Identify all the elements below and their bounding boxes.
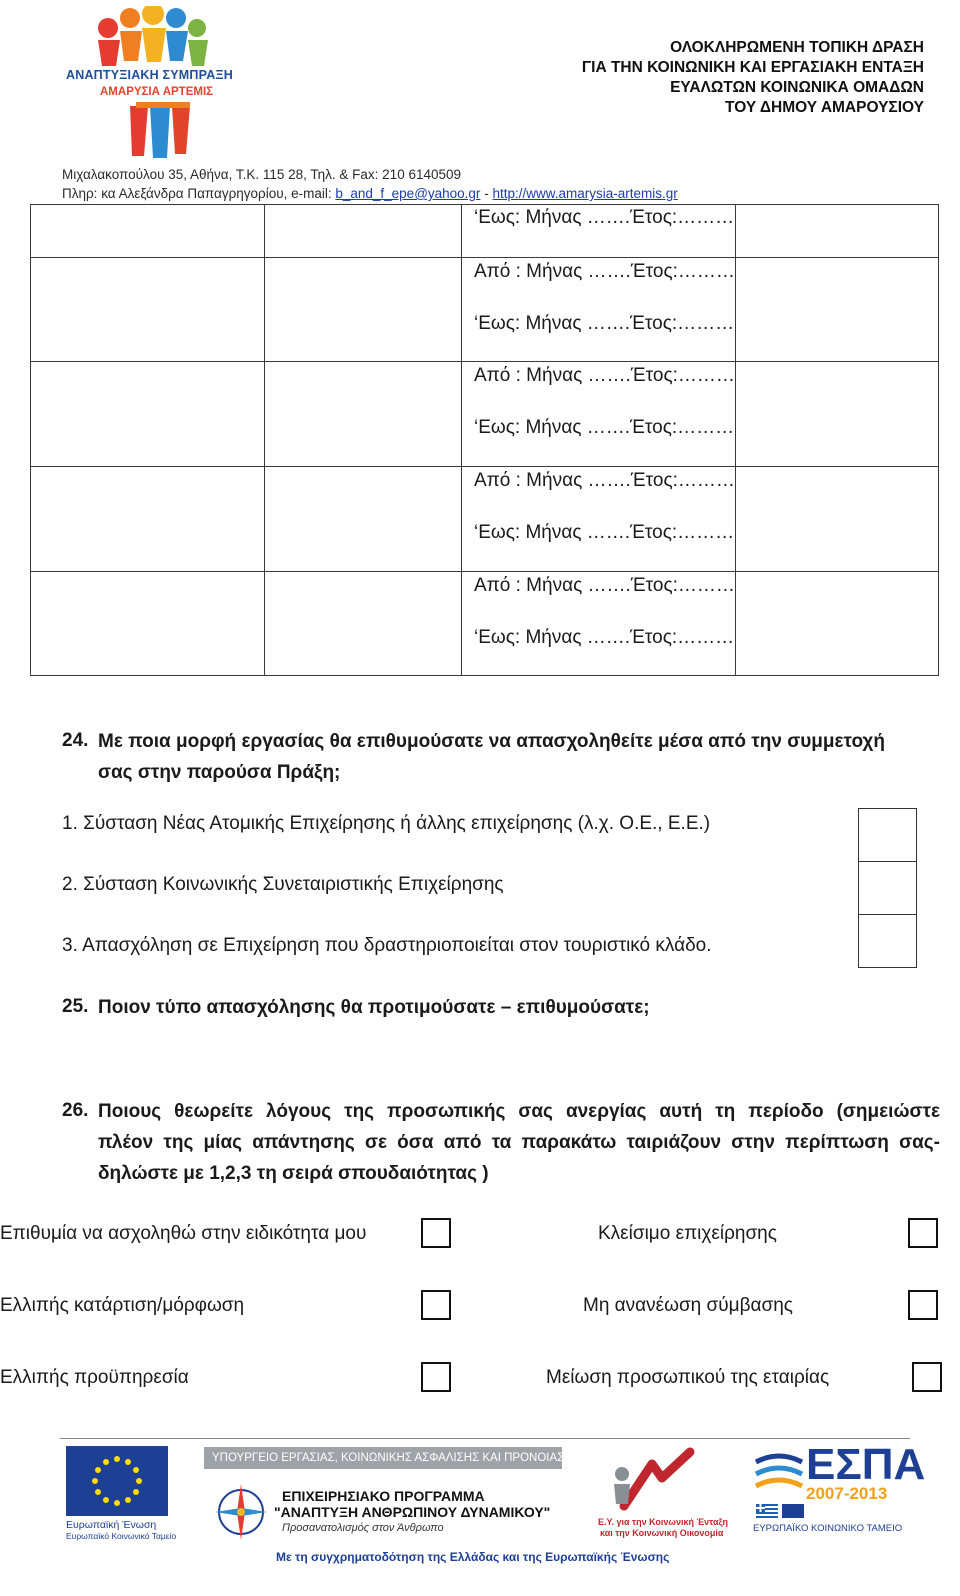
table-cell[interactable]	[736, 572, 939, 676]
table-cell[interactable]	[31, 362, 265, 467]
question-24-number: 24.	[62, 730, 89, 751]
espa-waves-icon	[752, 1448, 806, 1505]
table-cell[interactable]	[736, 205, 939, 258]
date-cell[interactable]	[462, 258, 736, 362]
reason-label: Επιθυμία να ασχοληθώ στην ειδικότητα μου	[0, 1223, 367, 1244]
question-24-line: Με ποια μορφή εργασίας θα επιθυμούσατε να απασχοληθείτε μέσα από την συμμετοχή	[98, 731, 885, 752]
reason-checkbox[interactable]	[908, 1290, 938, 1320]
reason-label: Μη ανανέωση σύμβασης	[583, 1295, 793, 1316]
question-26-text	[98, 1096, 940, 1189]
table-cell[interactable]	[31, 572, 265, 676]
date-cell[interactable]	[462, 362, 736, 467]
table-cell[interactable]	[31, 467, 265, 572]
date-to-line: ‘Εως: Μήνας …….Έτος:………	[474, 207, 735, 228]
org-title-line: ΓΙΑ ΤΗΝ ΚΟΙΝΩΝΙΚΗ ΚΑΙ ΕΡΓΑΣΙΑΚΗ ΕΝΤΑΞΗ	[581, 59, 924, 76]
ey-caption: Ε.Υ. για την Κοινωνική Ένταξη	[598, 1517, 728, 1527]
table-cell[interactable]	[736, 467, 939, 572]
date-to-line: ‘Εως: Μήνας …….Έτος:………	[474, 522, 735, 543]
table-row	[31, 572, 939, 676]
option-label: 1. Σύσταση Νέας Ατομικής Επιχείρησης ή άλλης επιχείρησης (λ.χ. Ο.Ε., Ε.Ε.)	[62, 813, 711, 834]
footer-divider	[60, 1438, 910, 1439]
table-cell[interactable]	[31, 205, 265, 258]
table-cell[interactable]	[31, 258, 265, 362]
table-cell[interactable]	[265, 205, 462, 258]
cofunding-statement: Με τη συγχρηματοδότηση της Ελλάδας και της Ευρωπαϊκής Ένωσης	[276, 1550, 670, 1564]
question-25-number: 25.	[62, 996, 89, 1017]
date-cell[interactable]	[462, 205, 736, 258]
table-row	[31, 467, 939, 572]
date-from-line: Από : Μήνας …….Έτος:………	[474, 261, 735, 282]
date-from-line: Από : Μήνας …….Έτος:………	[474, 470, 735, 491]
question-26-number: 26.	[62, 1100, 89, 1121]
logo-name-line2: ΑΜΑΡΥΣΙΑ ΑΡΤΕΜΙΣ	[100, 86, 214, 98]
eu-caption: Ευρωπαϊκή Ένωση	[66, 1519, 157, 1531]
reason-label: Μείωση προσωπικού της εταιρίας	[546, 1367, 830, 1388]
reason-checkbox[interactable]	[421, 1362, 451, 1392]
question-26-line: Ποιους θεωρείτε λόγους της προσωπικής σας ανεργίας αυτή τη περίοδο (σημειώστε	[98, 1101, 940, 1122]
org-title	[582, 38, 924, 118]
website-link[interactable]: http://www.amarysia-artemis.gr	[492, 186, 678, 201]
people-figures-icon	[60, 6, 260, 161]
program-title-line2: "ΑΝΑΠΤΥΞΗ ΑΝΘΡΩΠΙΝΟΥ ΔΥΝΑΜΙΚΟΥ"	[274, 1504, 551, 1520]
question-26-line: δηλώστε με 1,2,3 τη σειρά σπουδαιότητας )	[98, 1163, 489, 1184]
organization-logo	[60, 6, 260, 161]
ey-caption-sub: και την Κοινωνική Οικονομία	[600, 1528, 724, 1538]
greek-flag-icon	[756, 1504, 778, 1518]
table-row	[31, 258, 939, 362]
date-cell[interactable]	[462, 572, 736, 676]
table-cell[interactable]	[736, 258, 939, 362]
social-inclusion-logo-icon	[604, 1444, 714, 1521]
reason-label: Ελλιπής κατάρτιση/μόρφωση	[0, 1295, 245, 1316]
date-from-line: Από : Μήνας …….Έτος:………	[474, 365, 735, 386]
table-cell[interactable]	[265, 362, 462, 467]
option-1-checkbox[interactable]	[858, 808, 917, 862]
question-24-text	[98, 726, 938, 788]
org-title-line: ΤΟΥ ΔΗΜΟΥ ΑΜΑΡΟΥΣΙΟΥ	[725, 99, 924, 116]
contact-separator: -	[480, 186, 493, 201]
reason-label: Ελλιπής προϋπηρεσία	[0, 1367, 189, 1388]
table-cell[interactable]	[265, 467, 462, 572]
date-from-line: Από : Μήνας …….Έτος:………	[474, 575, 735, 596]
address-line: Μιχαλακοπούλου 35, Αθήνα, Τ.Κ. 115 28, Τηλ. & Fax: 210 6140509	[62, 167, 462, 182]
date-to-line: ‘Εως: Μήνας …….Έτος:………	[474, 627, 735, 648]
question-26-line: πλέον της μίας απάντησης σε όσα από τα παρακάτω ταιριάζουν στην περίπτωση σας-	[98, 1132, 940, 1153]
reason-label: Κλείσιμο επιχείρησης	[598, 1223, 777, 1244]
org-title-line: ΟΛΟΚΛΗΡΩΜΕΝΗ ΤΟΠΙΚΗ ΔΡΑΣΗ	[670, 39, 924, 56]
contact-line	[62, 186, 678, 201]
table-cell[interactable]	[736, 362, 939, 467]
ministry-banner: ΥΠΟΥΡΓΕΙΟ ΕΡΓΑΣΙΑΣ, ΚΟΙΝΩΝΙΚΗΣ ΑΣΦΑΛΙΣΗΣ ΚΑΙ ΠΡΟΝΟΙΑΣ	[204, 1447, 562, 1469]
reason-checkbox[interactable]	[908, 1218, 938, 1248]
reason-checkbox[interactable]	[912, 1362, 942, 1392]
question-25-text: Ποιον τύπο απασχόλησης θα προτιμούσατε – επιθυμούσατε;	[98, 997, 650, 1018]
option-label: 2. Σύσταση Κοινωνικής Συνεταιριστικής Επιχείρησης	[62, 874, 504, 895]
date-to-line: ‘Εως: Μήνας …….Έτος:………	[474, 417, 735, 438]
question-24-line: σας στην παρούσα Πράξη;	[98, 762, 341, 783]
option-label: 3. Απασχόληση σε Επιχείρηση που δραστηριοποιείται στον τουριστικό κλάδο.	[62, 935, 712, 956]
employment-dates-table	[30, 204, 939, 676]
eu-mini-flag-icon	[782, 1504, 804, 1518]
reason-checkbox[interactable]	[421, 1290, 451, 1320]
table-cell[interactable]	[265, 258, 462, 362]
espa-years: 2007-2013	[806, 1484, 888, 1503]
date-cell[interactable]	[462, 467, 736, 572]
program-subtitle: Προσανατολισμός στον Άνθρωπο	[282, 1522, 444, 1534]
org-title-line: ΕΥΑΛΩΤΩΝ ΚΟΙΝΩΝΙΚΑ ΟΜΑΔΩΝ	[670, 79, 924, 96]
reason-checkbox[interactable]	[421, 1218, 451, 1248]
espa-title: ΕΣΠΑ	[806, 1440, 926, 1489]
table-row	[31, 362, 939, 467]
date-to-line: ‘Εως: Μήνας …….Έτος:………	[474, 313, 735, 334]
compass-icon	[210, 1474, 272, 1549]
program-title-line1: ΕΠΙΧΕΙΡΗΣΙΑΚΟ ΠΡΟΓΡΑΜΜΑ	[282, 1488, 485, 1504]
eu-flag-icon	[66, 1446, 168, 1516]
logo-name-line1: ΑΝΑΠΤΥΞΙΑΚΗ ΣΥΜΠΡΑΞΗ	[66, 68, 233, 82]
espa-caption: ΕΥΡΩΠΑΪΚΟ ΚΟΙΝΩΝΙΚΟ ΤΑΜΕΙΟ	[753, 1523, 903, 1534]
email-link[interactable]: b_and_f_epe@yahoo.gr	[335, 186, 481, 201]
eu-caption-sub: Ευρωπαϊκό Κοινωνικό Ταμείο	[66, 1531, 177, 1541]
table-cell[interactable]	[265, 572, 462, 676]
table-row	[31, 205, 939, 258]
option-2-checkbox[interactable]	[858, 861, 917, 915]
contact-prefix: Πληρ: κα Αλεξάνδρα Παπαγρηγορίου, e-mail:	[62, 186, 336, 201]
option-3-checkbox[interactable]	[858, 914, 917, 968]
